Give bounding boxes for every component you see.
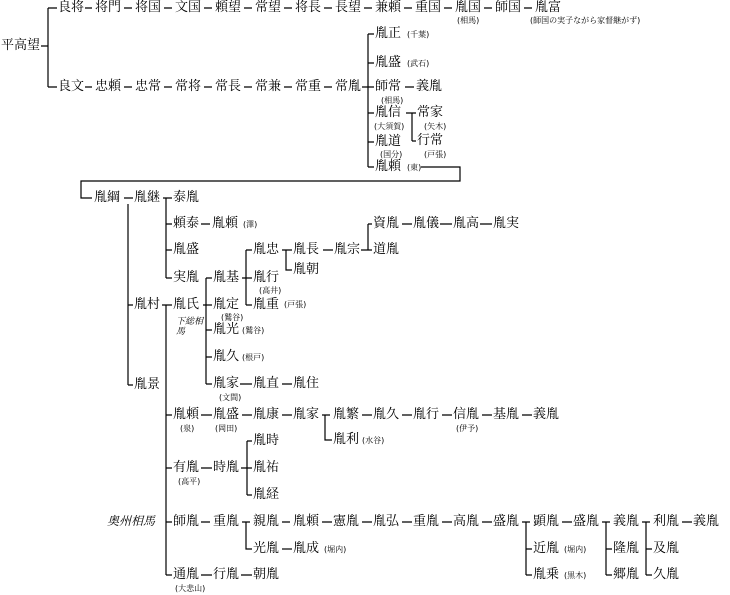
node-yoriyasu: 頼泰 — [173, 216, 200, 231]
node-tanetoki: 胤時 — [253, 433, 280, 448]
note-tanemitsu: (鷲谷) — [242, 326, 265, 335]
note-chikatane: (堀内) — [564, 545, 587, 554]
node-tanemori3: 胤盛 — [213, 407, 240, 422]
node-taneshige: 胤重 — [253, 297, 280, 312]
node-tanekuni: 胤国 — [455, 0, 482, 15]
note-morotsune: (相馬) — [381, 96, 404, 105]
node-noritane: 憲胤 — [333, 514, 360, 529]
node-tsunenaga: 常長 — [215, 79, 242, 94]
note-taneyori2: (澤) — [243, 220, 258, 229]
node-masanaga: 将長 — [295, 0, 322, 15]
node-yoshitane4: 義胤 — [693, 514, 720, 529]
node-mitsutane: 光胤 — [253, 541, 280, 556]
node-chikatane3: 及胤 — [653, 541, 680, 556]
node-nagamochi: 長望 — [335, 0, 362, 15]
node-tsuneshige: 常重 — [295, 79, 322, 94]
node-hisatane: 久胤 — [653, 567, 680, 582]
node-masakuni: 将国 — [135, 0, 162, 15]
node-tanehiro: 胤弘 — [373, 514, 400, 529]
node-taneshige2: 胤繁 — [333, 407, 360, 422]
node-tanetoshi: 胤利 — [333, 432, 360, 447]
note-tanenari: (堀内) — [324, 545, 347, 554]
node-tanenao: 胤直 — [253, 376, 280, 391]
node-tanekage: 胤景 — [134, 377, 161, 392]
node-aritane: 有胤 — [173, 460, 200, 475]
node-tsunekane: 常兼 — [255, 79, 282, 94]
node-tanenobu: 胤信 — [375, 105, 402, 120]
node-tanemitsu: 胤光 — [213, 322, 240, 337]
node-yasutane: 泰胤 — [173, 190, 200, 205]
node-mototane: 基胤 — [493, 407, 520, 422]
node-yukitane: 行胤 — [213, 567, 240, 582]
note-tanemori3: (岡田) — [215, 424, 238, 433]
node-michitane: 道胤 — [373, 242, 400, 257]
node-tanemune: 胤宗 — [334, 242, 361, 257]
node-tanesuke: 胤祐 — [253, 460, 280, 475]
node-tsunemasa: 常将 — [175, 79, 202, 94]
node-yorimochi: 頼望 — [215, 0, 242, 15]
node-kaneyori: 兼頼 — [375, 0, 402, 15]
note-yukitsune: (戸張) — [424, 150, 447, 159]
note-taneshige: (戸張) — [284, 300, 307, 309]
note-aritane: (高平) — [178, 477, 201, 486]
note-tanenobu: (大須賀) — [374, 122, 405, 131]
note-tanetomi: (師国の実子ながら家督継がず) — [530, 16, 641, 25]
node-tanenori: 胤乗 — [533, 567, 560, 582]
node-tanemichi: 胤道 — [375, 134, 402, 149]
node-taneyuki2: 胤行 — [413, 407, 440, 422]
node-morotsune: 師常 — [375, 79, 402, 94]
note-taneie: (文間) — [219, 393, 242, 402]
node-akitane: 顕胤 — [533, 514, 560, 529]
note-tanemori: (武石) — [407, 59, 430, 68]
node-tanemori: 胤盛 — [375, 55, 402, 70]
node-tanemori2: 胤盛 — [173, 242, 200, 257]
node-tanetsuna: 胤綱 — [94, 190, 121, 205]
node-morokuni: 師国 — [495, 0, 522, 15]
node-tanenori2: 胤儀 — [413, 216, 440, 231]
node-tomotane: 朝胤 — [253, 567, 280, 582]
node-fumikuni: 文国 — [175, 0, 202, 15]
note-tanenori: (黒木) — [564, 571, 587, 580]
node-tanezane: 胤実 — [493, 216, 520, 231]
node-taneie: 胤家 — [213, 376, 240, 391]
node-taneyori3: 胤頼 — [173, 407, 200, 422]
node-yoshimasa: 良将 — [58, 0, 85, 15]
node-tsuneie: 常家 — [417, 105, 444, 120]
node-yoshitane2: 義胤 — [533, 407, 560, 422]
node-yoshitane3: 義胤 — [613, 514, 640, 529]
node-tanetaka: 胤高 — [453, 216, 480, 231]
node-tadatsune: 忠常 — [135, 79, 162, 94]
node-tanetada: 胤忠 — [253, 242, 280, 257]
node-shigetane2: 重胤 — [413, 514, 440, 529]
node-taneie2: 胤家 — [293, 407, 320, 422]
node-taneyori4: 胤頼 — [293, 514, 320, 529]
note-tanemichi: (国分) — [380, 150, 403, 159]
node-moritane: 盛胤 — [493, 514, 520, 529]
node-taneyori: 胤頼 — [375, 159, 402, 174]
node-taneuji: 胤氏 — [173, 297, 200, 312]
node-yoshitane: 義胤 — [416, 79, 443, 94]
node-moritane2: 盛胤 — [573, 514, 600, 529]
node-taneyasu: 胤康 — [253, 407, 280, 422]
node-tanetsune: 胤経 — [253, 487, 280, 502]
node-tokitane: 時胤 — [213, 460, 240, 475]
node-morotane: 師胤 — [173, 514, 200, 529]
node-chikatane: 近胤 — [533, 541, 560, 556]
note-nobutane: (伊予) — [456, 424, 479, 433]
note-michitane2: (大悲山) — [175, 584, 206, 593]
node-tsunetane: 常胤 — [335, 79, 362, 94]
node-satotane: 郷胤 — [613, 567, 640, 582]
node-takatane2: 隆胤 — [613, 541, 640, 556]
root-node: 平高望 — [1, 38, 41, 53]
node-tanesada: 胤定 — [213, 297, 240, 312]
node-nobutane: 信胤 — [453, 407, 480, 422]
label-oshu-soma: 奥州相馬 — [107, 514, 156, 528]
node-tanetsugu: 胤継 — [134, 190, 161, 205]
node-shigetane: 重胤 — [213, 514, 240, 529]
note-tanekuni: (相馬) — [457, 16, 480, 25]
note-tanetoshi: (水谷) — [362, 436, 385, 445]
node-tanenaga: 胤長 — [293, 242, 320, 257]
node-michitane2: 通胤 — [173, 567, 200, 582]
node-tanemura: 胤村 — [134, 297, 161, 312]
node-chikatane2: 親胤 — [253, 514, 280, 529]
node-tanehisa2: 胤久 — [373, 407, 400, 422]
node-tanehisa: 胤久 — [213, 349, 240, 364]
node-tanenari: 胤成 — [293, 541, 320, 556]
node-toshitane: 利胤 — [653, 514, 680, 529]
node-taneyuki: 胤行 — [253, 270, 280, 285]
node-tanemoto: 胤基 — [213, 270, 240, 285]
node-takatane: 高胤 — [453, 514, 480, 529]
note-tanehisa: (根戸) — [242, 353, 265, 362]
node-tsunemochi: 常望 — [255, 0, 282, 15]
node-sanetane: 実胤 — [173, 270, 200, 285]
node-yukitsune: 行常 — [417, 133, 444, 148]
node-tanemasa: 胤正 — [375, 26, 402, 41]
note-taneyori: (東) — [407, 163, 422, 172]
node-tadayori: 忠頼 — [95, 79, 122, 94]
node-suketane: 資胤 — [373, 216, 400, 231]
node-tanetomo: 胤朝 — [293, 262, 320, 277]
node-yoshifumi: 良文 — [58, 79, 85, 94]
note-taneyuki: (高井) — [259, 286, 282, 295]
note-taneyori3: (泉) — [180, 424, 195, 433]
note-tanemasa: (千葉) — [407, 30, 430, 39]
note-tanesada: (鷲谷) — [221, 313, 244, 322]
node-tanetomi: 胤富 — [535, 0, 562, 15]
node-taneyori2: 胤頼 — [212, 216, 239, 231]
node-shigekuni: 重国 — [415, 0, 442, 15]
node-tanezumi: 胤住 — [293, 376, 320, 391]
node-masakado: 将門 — [95, 0, 122, 15]
label-shimousa-soma: 下総相馬 — [176, 317, 204, 337]
note-tsuneie: (矢木) — [424, 122, 447, 131]
